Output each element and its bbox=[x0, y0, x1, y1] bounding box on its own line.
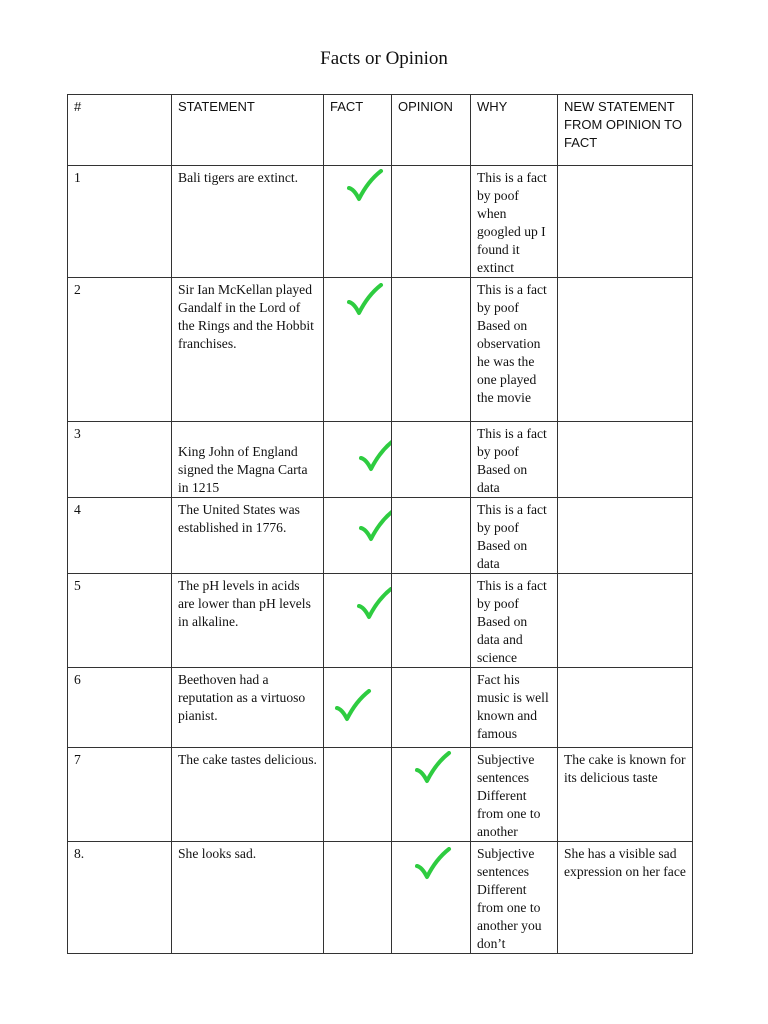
table-row bbox=[68, 748, 693, 842]
opinion-cell bbox=[392, 668, 471, 748]
row-statement: Sir Ian McKellan played Gandalf in the Lord of the Rings and the Hobbit franchises. bbox=[172, 278, 324, 422]
page-title: Facts or Opinion bbox=[320, 48, 448, 69]
table-row bbox=[68, 422, 693, 498]
checkmark-icon bbox=[358, 439, 392, 473]
fact-cell bbox=[324, 842, 392, 954]
header-number: # bbox=[68, 95, 172, 166]
row-why: Subjective sentences Different from one to another bbox=[471, 748, 558, 842]
header-why: WHY bbox=[471, 95, 558, 166]
checkmark-icon bbox=[414, 847, 452, 881]
header-statement: STATEMENT bbox=[172, 95, 324, 166]
fact-cell bbox=[324, 668, 392, 748]
row-statement: King John of England signed the Magna Carta in 1215 bbox=[172, 422, 324, 498]
row-number: 1 bbox=[68, 166, 172, 278]
row-new-statement bbox=[558, 668, 693, 748]
checkmark-icon bbox=[334, 689, 372, 723]
table-row bbox=[68, 668, 693, 748]
checkmark-icon bbox=[414, 751, 452, 785]
checkmark-icon bbox=[346, 169, 384, 203]
fact-cell bbox=[324, 574, 392, 668]
table-row bbox=[68, 842, 693, 954]
row-new-statement bbox=[558, 278, 693, 422]
fact-cell bbox=[324, 498, 392, 574]
table-row bbox=[68, 574, 693, 668]
row-number: 8. bbox=[68, 842, 172, 954]
row-why: This is a fact by poof Based on observation he was the one played the movie bbox=[471, 278, 558, 422]
checkmark-icon bbox=[358, 509, 392, 543]
row-new-statement: The cake is known for its delicious taste bbox=[558, 748, 693, 842]
fact-cell bbox=[324, 278, 392, 422]
row-new-statement bbox=[558, 166, 693, 278]
fact-cell bbox=[324, 748, 392, 842]
row-why: This is a fact by poof Based on data bbox=[471, 422, 558, 498]
row-why: This is a fact by poof when googled up I found it extinct bbox=[471, 166, 558, 278]
row-why: This is a fact by poof Based on data bbox=[471, 498, 558, 574]
table-row bbox=[68, 278, 693, 422]
facts-table bbox=[67, 94, 693, 954]
opinion-cell bbox=[392, 166, 471, 278]
header-row bbox=[68, 95, 693, 166]
header-new-statement: NEW STATEMENT FROM OPINION TO FACT bbox=[558, 95, 693, 166]
row-why: This is a fact by poof Based on data and science bbox=[471, 574, 558, 668]
fact-cell bbox=[324, 166, 392, 278]
header-fact: FACT bbox=[324, 95, 392, 166]
row-statement: The cake tastes delicious. bbox=[172, 748, 324, 842]
row-statement: She looks sad. bbox=[172, 842, 324, 954]
row-statement: The United States was established in 1776. bbox=[172, 498, 324, 574]
opinion-cell bbox=[392, 574, 471, 668]
table-row bbox=[68, 498, 693, 574]
opinion-cell bbox=[392, 422, 471, 498]
checkmark-icon bbox=[346, 283, 384, 317]
table-row bbox=[68, 166, 693, 278]
row-number: 4 bbox=[68, 498, 172, 574]
row-new-statement bbox=[558, 498, 693, 574]
row-why: Subjective sentences Different from one to another you don’t bbox=[471, 842, 558, 954]
row-number: 6 bbox=[68, 668, 172, 748]
opinion-cell bbox=[392, 842, 471, 954]
opinion-cell bbox=[392, 278, 471, 422]
fact-cell bbox=[324, 422, 392, 498]
row-new-statement bbox=[558, 574, 693, 668]
row-statement: The pH levels in acids are lower than pH levels in alkaline. bbox=[172, 574, 324, 668]
row-number: 5 bbox=[68, 574, 172, 668]
row-number: 3 bbox=[68, 422, 172, 498]
row-why: Fact his music is well known and famous bbox=[471, 668, 558, 748]
header-opinion: OPINION bbox=[392, 95, 471, 166]
row-number: 2 bbox=[68, 278, 172, 422]
opinion-cell bbox=[392, 498, 471, 574]
row-statement: Beethoven had a reputation as a virtuoso pianist. bbox=[172, 668, 324, 748]
row-statement: Bali tigers are extinct. bbox=[172, 166, 324, 278]
row-new-statement bbox=[558, 422, 693, 498]
row-number: 7 bbox=[68, 748, 172, 842]
row-new-statement: She has a visible sad expression on her face bbox=[558, 842, 693, 954]
opinion-cell bbox=[392, 748, 471, 842]
checkmark-icon bbox=[356, 587, 392, 621]
